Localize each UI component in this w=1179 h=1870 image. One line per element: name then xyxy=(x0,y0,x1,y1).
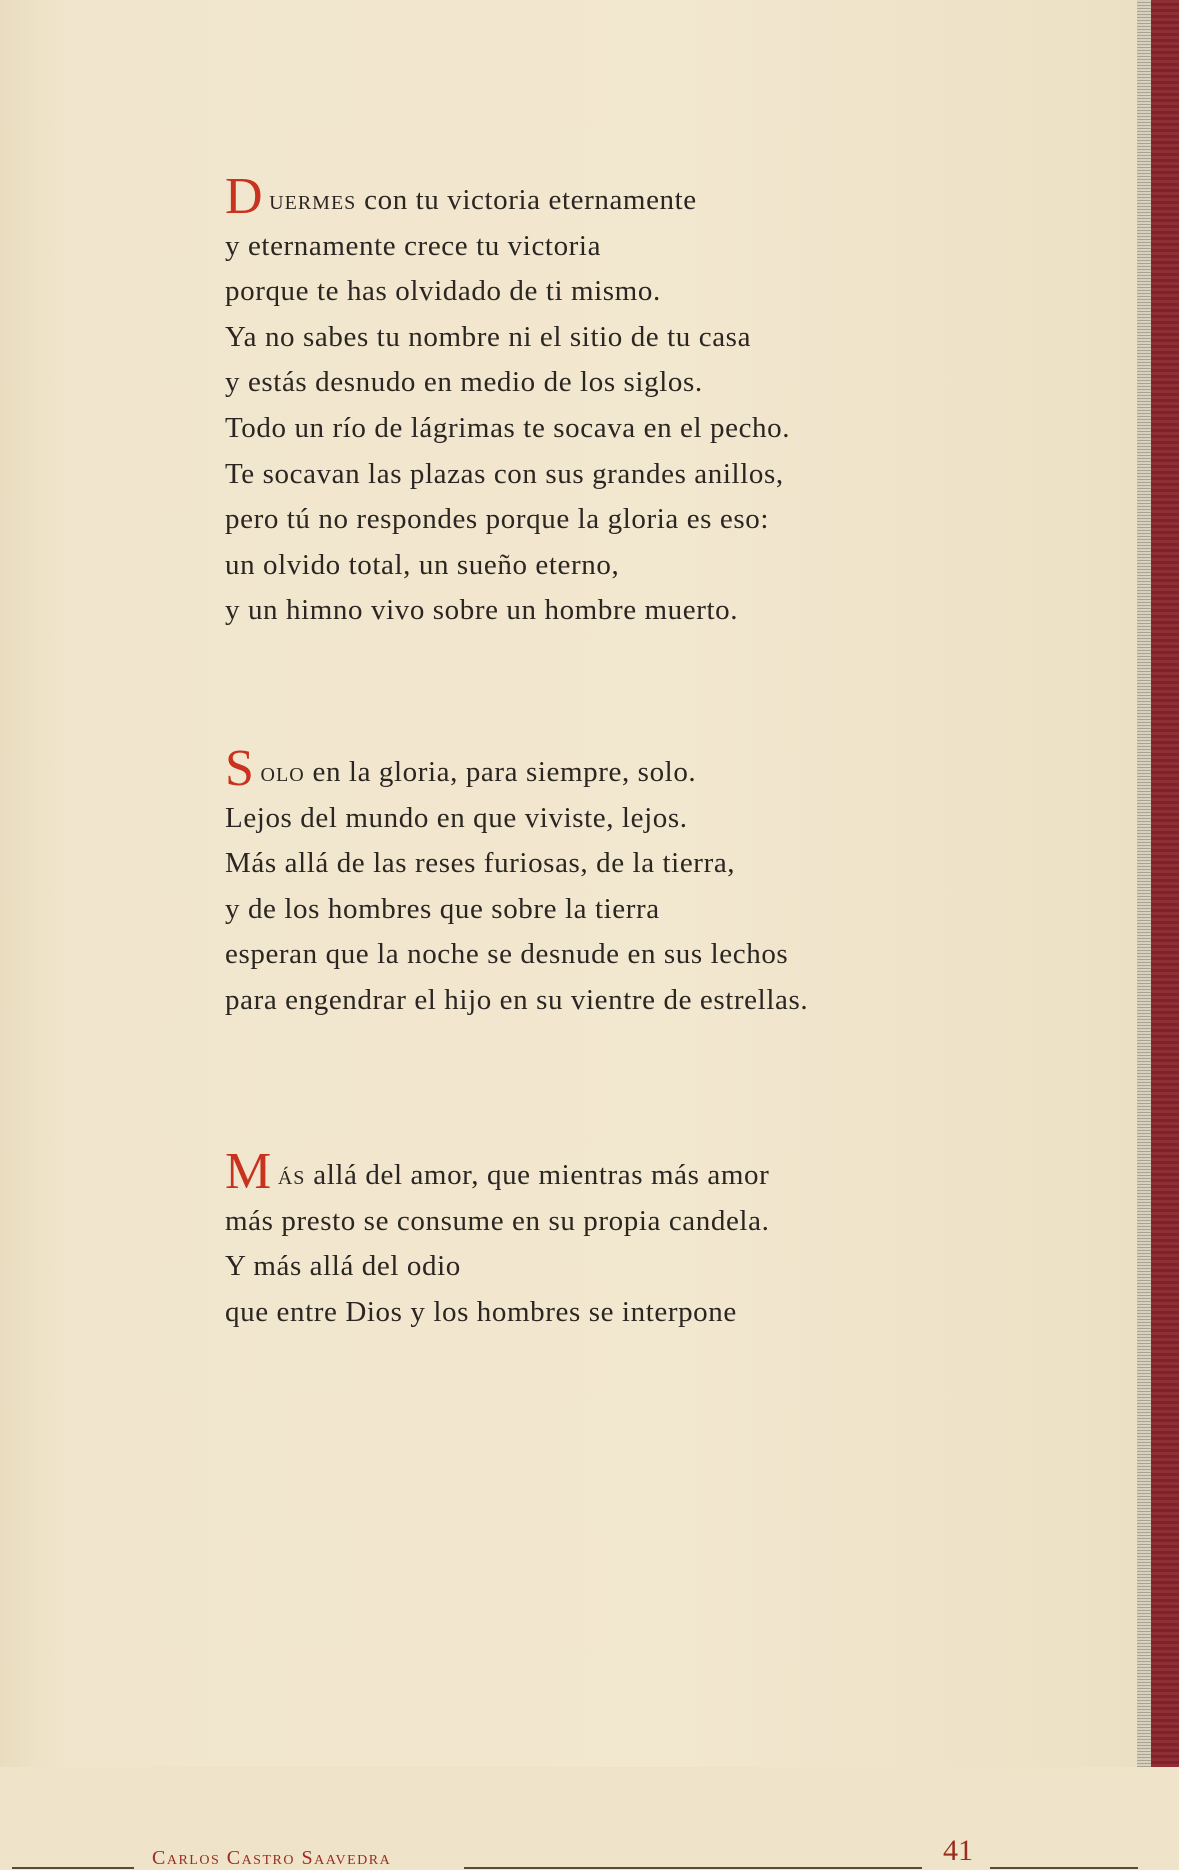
drop-cap-initial: M xyxy=(225,1143,272,1200)
poem-line: pero tú no respondes porque la gloria es eso: xyxy=(225,503,770,536)
footer-author: Carlos Castro Saavedra xyxy=(152,1847,392,1869)
poem-line: porque te has olvidado de ti mismo. xyxy=(225,275,661,308)
poem-line: más presto se consume en su propia candela. xyxy=(225,1204,770,1237)
first-line-tail: en la gloria, para siempre, solo. xyxy=(304,756,697,788)
stanza-2-first-line xyxy=(225,740,925,797)
poem-line: un olvido total, un sueño eterno, xyxy=(225,548,620,581)
footer-rule-left xyxy=(12,1867,134,1869)
stanza-2 xyxy=(225,740,925,1024)
stanza-3-first-line xyxy=(225,1143,925,1200)
poem-line: Todo un río de lágrimas te socava en el pecho. xyxy=(225,411,791,444)
poem-line: Te socavan las plazas con sus grandes anillos, xyxy=(225,457,784,490)
book-spine xyxy=(1151,0,1179,1767)
poem-line: Lejos del mundo en que viviste, lejos. xyxy=(225,801,688,834)
poem-line: esperan que la noche se desnude en sus lechos xyxy=(225,938,789,971)
stanza-1-first-line xyxy=(225,168,925,225)
drop-cap-initial: D xyxy=(225,168,264,225)
poem-line: y eternamente crece tu victoria xyxy=(225,229,602,262)
first-word-rest: olo xyxy=(260,756,305,788)
first-line-tail: con tu victoria eternamente xyxy=(356,184,697,216)
first-word-rest: ás xyxy=(277,1159,306,1191)
poem-line: y estás desnudo en medio de los siglos. xyxy=(225,366,703,399)
stanza-3 xyxy=(225,1143,925,1335)
poem-line: y un himno vivo sobre un hombre muerto. xyxy=(225,594,739,627)
page-number: 41 xyxy=(943,1834,973,1867)
stanza-1 xyxy=(225,168,925,634)
first-line-tail: allá del amor, que mientras más amor xyxy=(305,1159,770,1191)
poem-line: y de los hombres que sobre la tierra xyxy=(225,892,660,925)
footer-rule-middle xyxy=(464,1867,922,1869)
page-edge xyxy=(1137,0,1151,1767)
poem-line: Y más allá del odio xyxy=(225,1250,461,1283)
poem-line: para engendrar el hijo en su vientre de estrellas. xyxy=(225,983,809,1016)
first-word-rest: uermes xyxy=(269,184,357,216)
footer-rule-right xyxy=(990,1867,1138,1869)
poem-line: que entre Dios y los hombres se interpone xyxy=(225,1295,737,1328)
poem-line: Ya no sabes tu nombre ni el sitio de tu casa xyxy=(225,320,752,353)
drop-cap-initial: S xyxy=(225,740,255,797)
poem-line: Más allá de las reses furiosas, de la tierra, xyxy=(225,847,736,880)
